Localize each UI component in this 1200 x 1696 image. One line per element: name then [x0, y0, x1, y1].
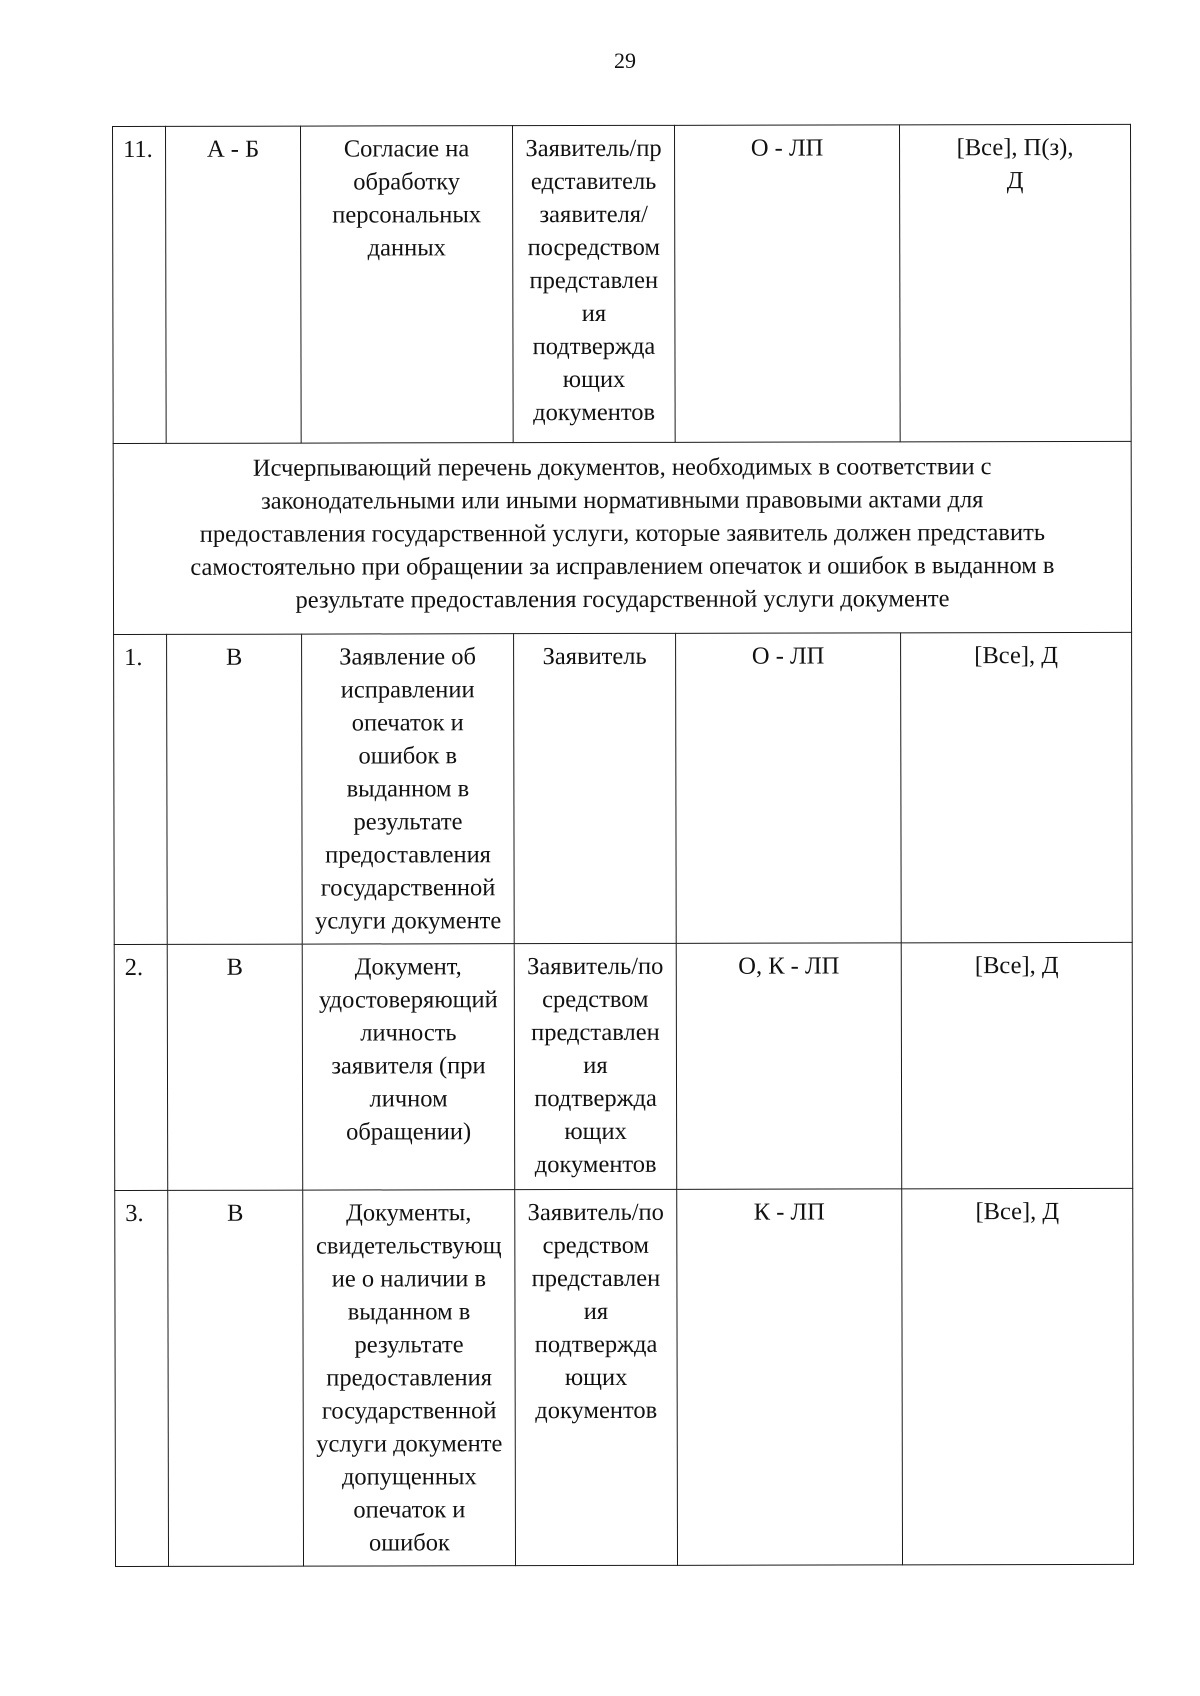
- section-heading-cell: [113, 441, 1131, 634]
- method-cell: [901, 942, 1133, 1188]
- category-cell: [167, 634, 303, 944]
- document-name: Заявление об исправлении опечаток и ошибок в выданном в результате предоставления государственной услуги документе: [315, 643, 502, 935]
- row-number-cell: [115, 1190, 169, 1566]
- submitter: Заявитель: [542, 642, 647, 671]
- submitter: Заявитель/пр едставитель заявителя/ посредством представлен ия подтвержда ющих документов: [525, 134, 662, 427]
- submitter: Заявитель/по средством представлен ия подтвержда ющих документов: [527, 1198, 664, 1425]
- documents-table: [112, 124, 1134, 1567]
- document-form: К - ЛП: [753, 1198, 825, 1226]
- submission-method: [Все], П(з), Д: [956, 133, 1074, 195]
- applicant-category: В: [225, 643, 243, 671]
- row-number-cell: [114, 634, 168, 944]
- row-number-cell: [113, 126, 167, 443]
- document-form: О, К - ЛП: [738, 952, 840, 980]
- document-cell: [301, 126, 514, 443]
- applicant-category: А - Б: [206, 135, 260, 163]
- submission-method: [Все], Д: [974, 642, 1058, 670]
- document-name: Согласие на обработку персональных данных: [332, 135, 482, 262]
- document-cell: [303, 1190, 516, 1566]
- method-cell: [901, 632, 1133, 942]
- submission-method: [Все], Д: [975, 1198, 1060, 1226]
- row-number: 11.: [123, 135, 153, 163]
- submitter-cell: [513, 125, 676, 442]
- method-cell: [902, 1188, 1134, 1564]
- applicant-category: В: [227, 1199, 244, 1227]
- method-cell: [899, 124, 1131, 441]
- category-cell: [166, 126, 302, 443]
- row-number: 2.: [124, 953, 144, 981]
- submitter: Заявитель/по средством представлен ия подтвержда ющих документов: [527, 952, 664, 1179]
- row-number-cell: [114, 944, 168, 1190]
- submission-method: [Все], Д: [974, 952, 1059, 980]
- category-cell: [167, 944, 303, 1190]
- submitter-cell: [514, 943, 677, 1189]
- table-row: [114, 942, 1133, 1190]
- row-number: 3.: [125, 1199, 144, 1227]
- document-cell: [302, 944, 515, 1190]
- submitter-cell: [514, 633, 677, 943]
- table-row: [113, 124, 1132, 443]
- document-form: О - ЛП: [751, 642, 825, 670]
- document-name: Документы, свидетельствующ ие о наличии в выданном в результате предоставления государственной услуги документе допущенных опечаток и ошибок: [316, 1199, 503, 1557]
- category-cell: [168, 1190, 304, 1566]
- document-form: О - ЛП: [750, 134, 824, 162]
- section-heading: Исчерпывающий перечень документов, необходимых в соответствии с законодательными или иными нормативными правовыми актами для предоставления государственной услуги, которые заявитель должен представить самостоятельно при обращении за исправлением опечаток и ошибок в выданном в результате предоставления государственной услуги документе: [190, 453, 1055, 614]
- row-number: 1.: [124, 643, 143, 671]
- table-row: [115, 1188, 1134, 1566]
- document-cell: [302, 634, 515, 944]
- section-heading-row: [113, 441, 1131, 634]
- form-cell: [677, 1189, 903, 1565]
- table-row: [114, 632, 1133, 944]
- submitter-cell: [515, 1189, 678, 1565]
- form-cell: [676, 633, 902, 943]
- applicant-category: В: [226, 953, 243, 981]
- form-cell: [676, 943, 902, 1189]
- form-cell: [674, 125, 900, 442]
- page-number: 29: [614, 48, 636, 73]
- document-name: Документ, удостоверяющий личность заявителя (при личном обращении): [318, 953, 498, 1146]
